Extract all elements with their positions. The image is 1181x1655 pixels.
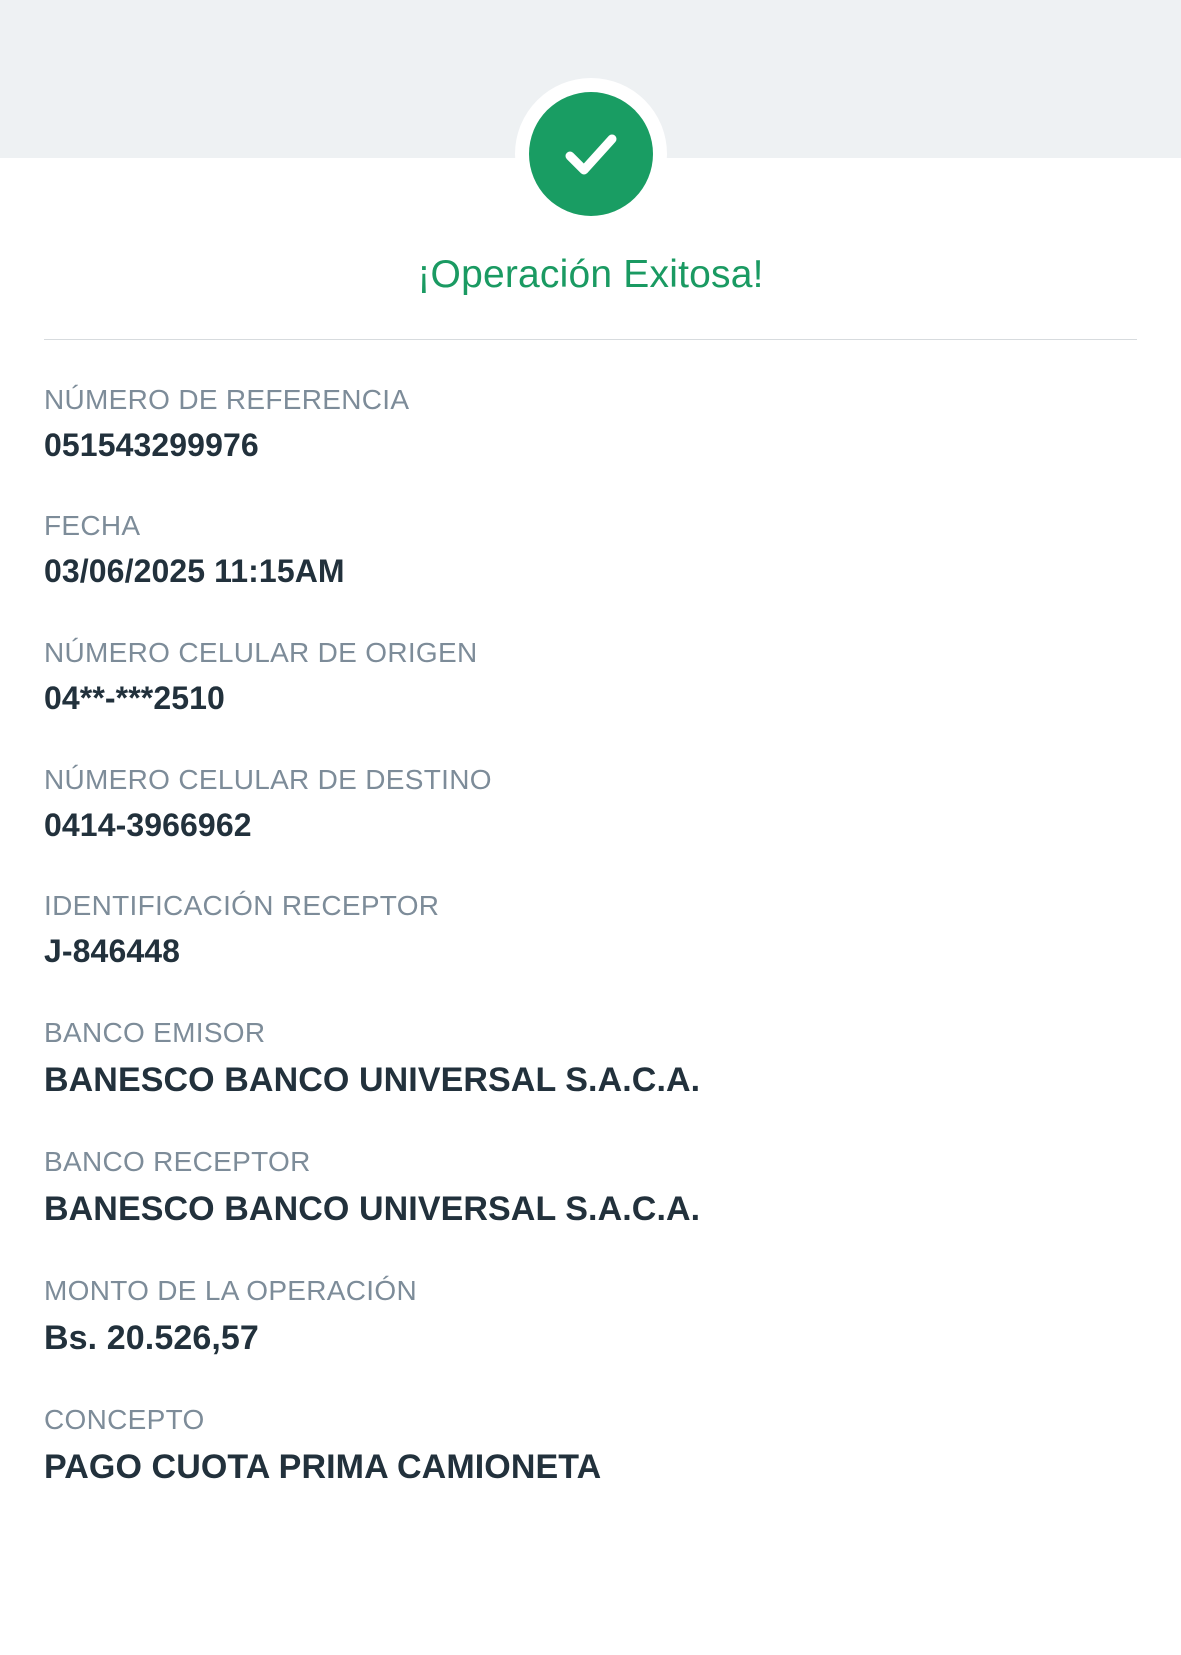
field-numero-de-referencia	[44, 382, 1137, 467]
field-value: 03/06/2025 11:15AM	[44, 553, 345, 590]
field-value: BANESCO BANCO UNIVERSAL S.A.C.A.	[44, 1060, 701, 1099]
field-label: IDENTIFICACIÓN RECEPTOR	[44, 890, 440, 922]
field-label: CONCEPTO	[44, 1404, 205, 1436]
field-numero-celular-de-destino	[44, 762, 1137, 847]
field-monto-de-la-operacion	[44, 1273, 1137, 1360]
field-label: NÚMERO DE REFERENCIA	[44, 383, 410, 415]
field-value: Bs. 20.526,57	[44, 1319, 259, 1358]
field-value: 0414-3966962	[44, 806, 252, 843]
field-banco-receptor	[44, 1144, 1137, 1231]
field-numero-celular-de-origen	[44, 635, 1137, 720]
field-identificacion-receptor	[44, 888, 1137, 973]
page-title: ¡Operación Exitosa!	[417, 253, 764, 296]
field-value: PAGO CUOTA PRIMA CAMIONETA	[44, 1448, 602, 1487]
field-label: BANCO RECEPTOR	[44, 1145, 311, 1177]
field-banco-emisor	[44, 1015, 1137, 1102]
field-value: BANESCO BANCO UNIVERSAL S.A.C.A.	[44, 1189, 701, 1228]
field-label: BANCO EMISOR	[44, 1016, 266, 1048]
field-label: MONTO DE LA OPERACIÓN	[44, 1275, 417, 1307]
field-label: NÚMERO CELULAR DE ORIGEN	[44, 636, 478, 668]
field-value: 04**-***2510	[44, 679, 225, 716]
field-value: 051543299976	[44, 426, 259, 463]
field-concepto	[44, 1402, 1137, 1489]
field-label: NÚMERO CELULAR DE DESTINO	[44, 763, 492, 795]
receipt-fields	[0, 340, 1181, 1550]
field-fecha	[44, 508, 1137, 593]
field-label: FECHA	[44, 510, 141, 542]
field-value: J-846448	[44, 933, 181, 970]
